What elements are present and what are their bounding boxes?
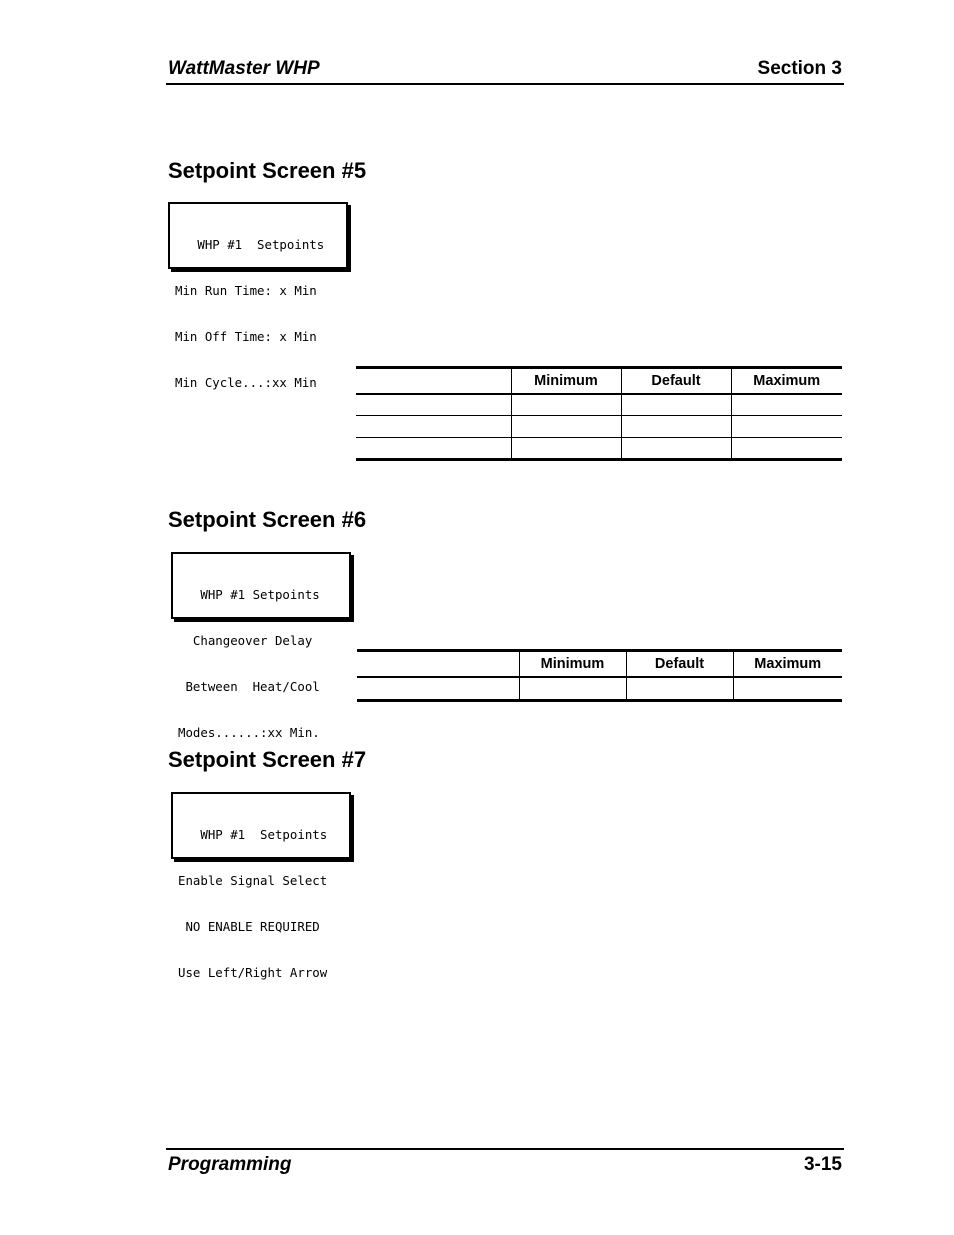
screen-6-lcd bbox=[171, 552, 351, 741]
screen-7-lcd bbox=[171, 792, 351, 981]
table-cell bbox=[731, 394, 842, 416]
screen-5-title: Setpoint Screen #5 bbox=[168, 158, 367, 183]
header-title: WattMaster WHP bbox=[168, 58, 320, 79]
screen-6-title: Setpoint Screen #6 bbox=[168, 507, 367, 532]
table-cell bbox=[621, 438, 731, 460]
table-cell bbox=[621, 416, 731, 438]
table-cell bbox=[511, 394, 621, 416]
lcd-line: Use Left/Right Arrow bbox=[178, 965, 328, 981]
table-header-blank bbox=[356, 368, 511, 394]
footer-chapter: Programming bbox=[168, 1154, 292, 1175]
table-cell bbox=[356, 416, 511, 438]
footer-page-number: 3-15 bbox=[803, 1154, 842, 1175]
table-cell bbox=[357, 677, 519, 701]
table-cell bbox=[731, 416, 842, 438]
table-row bbox=[357, 677, 842, 701]
lcd-line: Min Cycle...:xx Min bbox=[175, 375, 317, 391]
table-cell bbox=[621, 394, 731, 416]
lcd-line: Min Run Time: x Min bbox=[175, 283, 317, 299]
lcd-line: Modes......:xx Min. bbox=[178, 725, 320, 741]
lcd-line: Changeover Delay bbox=[178, 633, 313, 649]
table-header-minimum: Minimum bbox=[511, 368, 621, 394]
lcd-line: WHP #1 Setpoints bbox=[178, 826, 328, 842]
screen-6-range-table bbox=[357, 649, 842, 702]
table-cell bbox=[731, 438, 842, 460]
lcd-line: Min Off Time: x Min bbox=[175, 329, 317, 345]
table-row bbox=[356, 394, 842, 416]
lcd-line: NO ENABLE REQUIRED bbox=[178, 919, 320, 935]
table-cell bbox=[511, 438, 621, 460]
table-header-blank bbox=[357, 651, 519, 677]
table-header-maximum: Maximum bbox=[731, 368, 842, 394]
footer-rule bbox=[166, 1148, 844, 1150]
table-cell bbox=[356, 394, 511, 416]
screen-5-lcd bbox=[168, 202, 348, 391]
header-rule bbox=[166, 83, 844, 85]
table-row bbox=[356, 416, 842, 438]
screen-7-title: Setpoint Screen #7 bbox=[168, 747, 367, 772]
lcd-line: WHP #1 Setpoints bbox=[178, 586, 320, 602]
screen-5-range-table bbox=[356, 366, 842, 461]
table-header-default: Default bbox=[626, 651, 733, 677]
lcd-line: Between Heat/Cool bbox=[178, 679, 320, 695]
table-header-default: Default bbox=[621, 368, 731, 394]
lcd-line: Enable Signal Select bbox=[178, 873, 328, 889]
table-cell bbox=[356, 438, 511, 460]
table-cell bbox=[733, 677, 842, 701]
table-header-minimum: Minimum bbox=[519, 651, 626, 677]
header-section: Section 3 bbox=[757, 58, 842, 79]
table-cell bbox=[519, 677, 626, 701]
table-cell bbox=[626, 677, 733, 701]
table-row bbox=[356, 438, 842, 460]
lcd-line: WHP #1 Setpoints bbox=[175, 236, 325, 252]
table-cell bbox=[511, 416, 621, 438]
table-header-maximum: Maximum bbox=[733, 651, 842, 677]
